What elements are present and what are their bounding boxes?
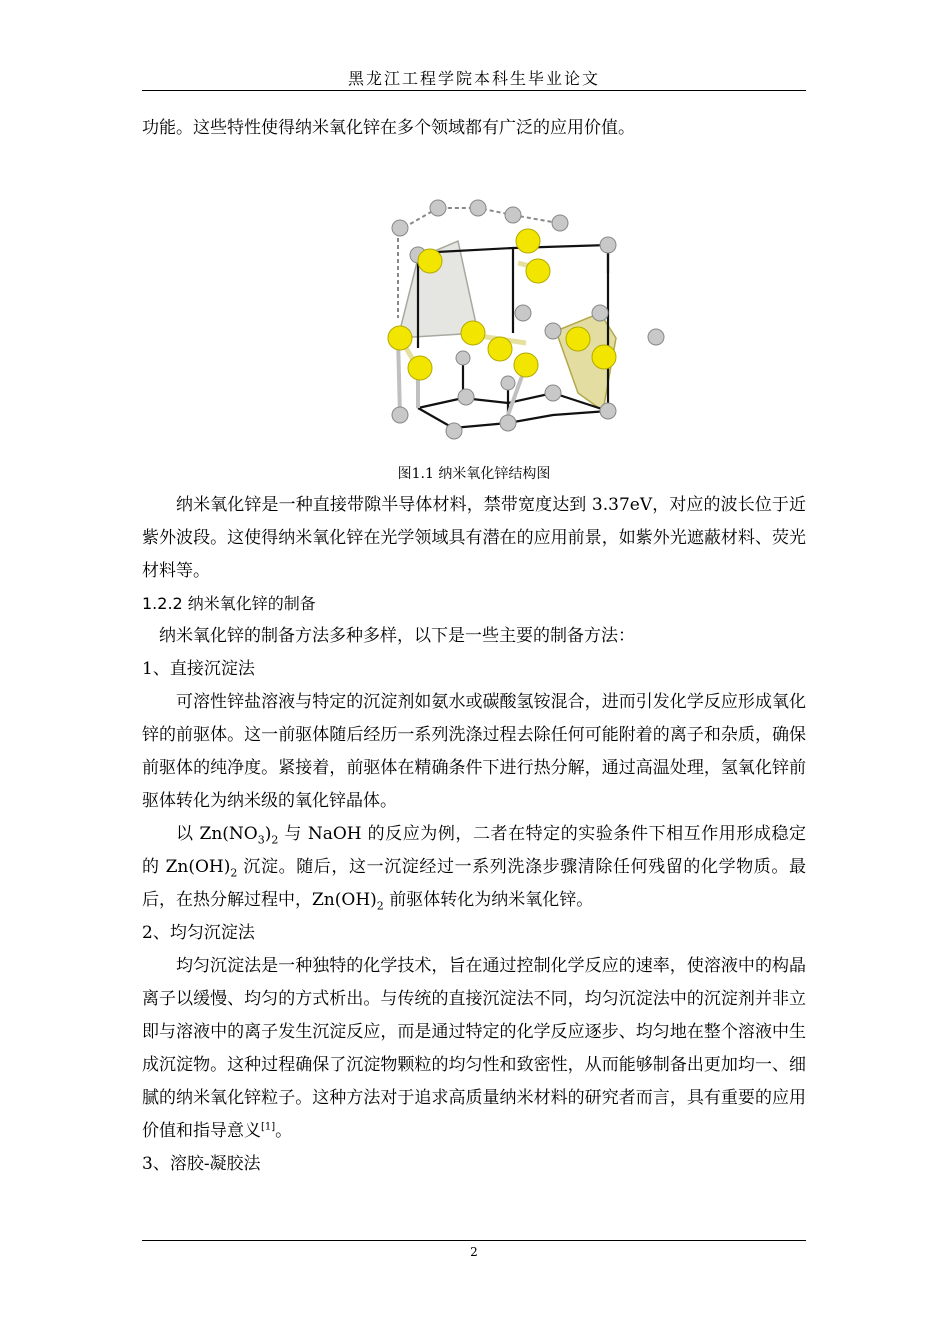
text-span: 以 Zn(NO (176, 824, 258, 844)
figure-zno-structure (142, 153, 806, 453)
text-span: 。 (275, 1121, 293, 1141)
page-footer (142, 1240, 806, 1259)
page-number: 2 (470, 1245, 478, 1259)
paragraph-method-1: 可溶性锌盐溶液与特定的沉淀剂如氨水或碳酸氢铵混合，进而引发化学反应形成氧化锌的前驱体。这一前驱体随后经历一系列洗涤过程去除任何可能附着的离子和杂质，确保前驱体的纯净度。紧接着，前驱体在精确条件下进行热分解，通过高温处理，氢氧化锌前驱体转化为纳米级的氧化锌晶体。 (142, 692, 806, 811)
method-1-title: 1、直接沉淀法 (142, 659, 255, 679)
paragraph-bandgap: 纳米氧化锌是一种直接带隙半导体材料，禁带宽度达到 3.37eV，对应的波长位于近紫外波段。这使得纳米氧化锌在光学领域具有潜在的应用前景，如紫外光遮蔽材料、荧光材料等。 (142, 495, 806, 581)
page-content (142, 112, 806, 1181)
subscript: 2 (271, 833, 279, 847)
paragraph-example (142, 818, 806, 917)
zno-crystal-diagram (378, 153, 668, 453)
subscript: 2 (376, 899, 384, 913)
paragraph-methods-intro: 纳米氧化锌的制备方法多种多样，以下是一些主要的制备方法： (159, 626, 635, 646)
text-span: 均匀沉淀法是一种独特的化学技术，旨在通过控制化学反应的速率，使溶液中的构晶离子以缓慢、均匀的方式析出。与传统的直接沉淀法不同，均匀沉淀法中的沉淀剂并非立即与溶液中的离子发生沉淀反应，而是通过特定的化学反应逐步、均匀地在整个溶液中生成沉淀物。这种过程确保了沉淀物颗粒的均匀性和致密性，从而能够制备出更加均一、细腻的纳米氧化锌粒子。这种方法对于追求高质量纳米材料的研究者而言，具有重要的应用价值和指导意义 (142, 956, 806, 1141)
text-span: 前驱体转化为纳米氧化锌。 (383, 890, 594, 910)
text-span: ) (264, 824, 272, 844)
paragraph-method-2 (142, 950, 806, 1148)
subscript: 3 (257, 833, 265, 847)
citation-ref[interactable]: [1] (261, 1121, 276, 1133)
method-2-title: 2、均匀沉淀法 (142, 923, 255, 943)
running-header: 黑龙江工程学院本科生毕业论文 (142, 66, 806, 91)
text-span: 与 NaOH 的反应为例，二者在特定的实验条件下相互作用形成稳定的 Zn(OH) (142, 824, 807, 877)
subscript: 2 (230, 866, 238, 880)
text-span: 沉淀。随后，这一沉淀经过一系列洗涤步骤清除任何残留的化学物质。最后，在热分解过程中，Zn(OH) (142, 857, 806, 910)
paragraph-intro: 功能。这些特性使得纳米氧化锌在多个领域都有广泛的应用价值。 (142, 118, 635, 138)
figure-caption: 图1.1 纳米氧化锌结构图 (397, 466, 551, 482)
section-heading: 1.2.2 纳米氧化锌的制备 (142, 594, 316, 613)
method-3-title: 3、溶胶-凝胶法 (142, 1154, 261, 1174)
